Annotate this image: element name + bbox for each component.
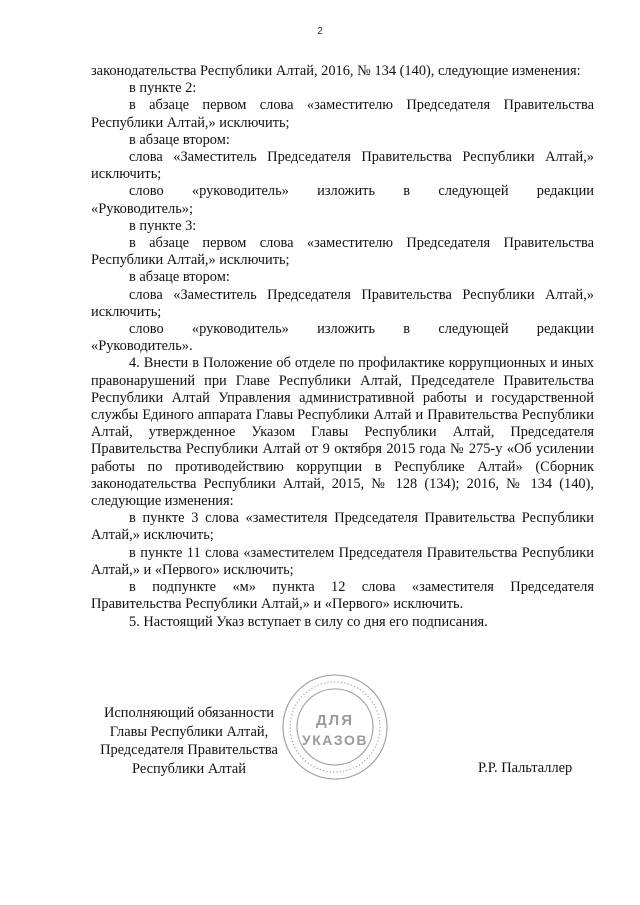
signatory-title-line: Исполняющий обязанности — [103, 705, 274, 721]
signatory-name: Р.Р. Пальталлер — [478, 760, 573, 776]
paragraph: в подпункте «м» пункта 12 слова «заместителя Председателя Правительства Республики Алтай,» и «Первого» исключить. — [91, 579, 594, 613]
paragraph: 4. Внести в Положение об отделе по профилактике коррупционных и иных правонарушений при Главе Республики Алтай, Председателе Правительства Республики Алтай Управления административной работы и государственной службы Единого аппарата Главы Республики Алтай и Правительства Республики Алтай, утвержденное Указом Главы Республики Алтай, Председателя Правительства Республики Алтай от 9 октября 2015 года № 275-у «Об усилении работы по противодействию коррупции в Республике Алтай» (Сборник законодательства Республики Алтай, 2015, № 128 (134); 2016, № 134 (140), следующие изменения: — [91, 355, 594, 510]
paragraph: «Руководитель». — [91, 338, 193, 355]
stamp-text-line2: УКАЗОВ — [302, 732, 368, 748]
paragraph: слово «руководитель» изложить в следующей редакции — [129, 321, 594, 338]
paragraph: в абзаце первом слова «заместителю Председателя Правительства Республики Алтай,» исключить; — [91, 97, 594, 131]
paragraph: в абзаце втором: — [129, 131, 230, 148]
paragraph: 5. Настоящий Указ вступает в силу со дня его подписания. — [129, 613, 488, 630]
paragraph: законодательства Республики Алтай, 2016, № 134 (140), следующие изменения: — [91, 63, 581, 79]
paragraph: в пункте 3 слова «заместителя Председателя Правительства Республики Алтай,» исключить; — [91, 510, 594, 544]
signatory-title-line: Республики Алтай — [132, 760, 246, 777]
page-number: 2 — [317, 26, 323, 37]
paragraph: в пункте 11 слова «заместителем Председателя Правительства Республики Алтай,» и «Первого» исключить; — [91, 544, 594, 578]
paragraph: слова «Заместитель Председателя Правительства Республики Алтай,» исключить; — [91, 149, 594, 183]
paragraph: в абзаце втором: — [129, 269, 230, 286]
signatory-title-line: Главы Республики Алтай, — [109, 723, 269, 740]
official-stamp — [280, 672, 390, 782]
signatory-title — [84, 704, 294, 778]
paragraph: слова «Заместитель Председателя Правительства Республики Алтай,» исключить; — [91, 286, 594, 320]
paragraph: в пункте 2: — [129, 80, 197, 97]
paragraph: «Руководитель»; — [91, 200, 193, 217]
stamp-text-line1: ДЛЯ — [316, 712, 354, 729]
paragraph: в пункте 3: — [129, 217, 197, 234]
paragraph: в абзаце первом слова «заместителю Председателя Правительства Республики Алтай,» исключить; — [91, 235, 594, 269]
signatory-title-line: Председателя Правительства — [100, 742, 278, 759]
decree-body — [91, 63, 594, 631]
paragraph: слово «руководитель» изложить в следующей редакции — [129, 183, 594, 200]
